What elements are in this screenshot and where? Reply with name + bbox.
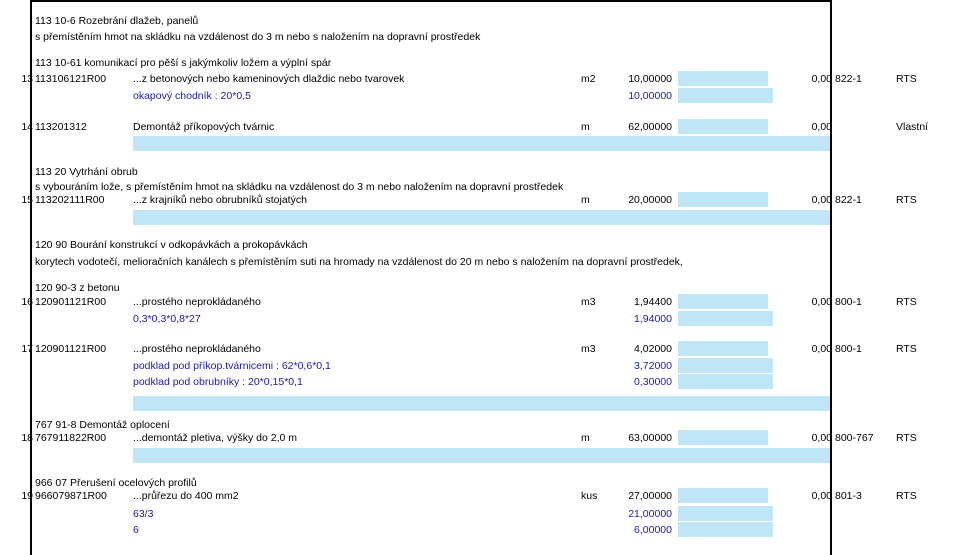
- item-quantity: 63,00000: [628, 432, 672, 444]
- measurement-row: [0, 358, 959, 375]
- section-description: s přemístěním hmot na skládku na vzdálenost do 3 m nebo s naložením na dopravní prostředek: [35, 31, 481, 43]
- section-row: [0, 55, 959, 72]
- item-catalog: 800-767: [835, 432, 874, 444]
- item-unit: m: [581, 194, 590, 206]
- measurement-quantity: 3,72000: [634, 360, 672, 372]
- item-source: RTS: [896, 296, 917, 308]
- item-unit: m: [581, 432, 590, 444]
- item-number: 15: [21, 194, 33, 206]
- item-description: ...prostého neprokládaného: [133, 296, 261, 308]
- item-number: 14: [21, 121, 33, 133]
- item-catalog: 800-1: [835, 296, 862, 308]
- item-unit: kus: [581, 490, 598, 502]
- item-description: ...demontáž pletiva, výšky do 2,0 m: [133, 432, 297, 444]
- item-price: 0,00: [811, 73, 832, 85]
- section-heading: 966 07 Přerušení ocelových profilů: [35, 477, 197, 489]
- measure-fill: [678, 358, 773, 373]
- item-code: 120901121R00: [35, 343, 107, 355]
- measurement-quantity: 0,30000: [634, 376, 672, 388]
- item-code: 120901121R00: [35, 296, 107, 308]
- section-row: [0, 254, 959, 271]
- measure-fill: [678, 311, 773, 326]
- item-price: 0,00: [811, 490, 832, 502]
- measurement-row: [0, 506, 959, 523]
- section-heading: 120 90 Bourání konstrukcí v odkopávkách a prokopávkách: [35, 239, 308, 251]
- measurement-row: [0, 374, 959, 391]
- measurement-quantity: 10,00000: [628, 90, 672, 102]
- item-unit: m3: [581, 296, 596, 308]
- item-quantity: 10,00000: [628, 73, 672, 85]
- measurement-row: [0, 311, 959, 328]
- item-code: 113106121R00: [35, 73, 107, 85]
- price-cell-fill: [678, 488, 768, 503]
- measurement-quantity: 1,94000: [634, 313, 672, 325]
- section-heading: 767 91-8 Demontáž oplocení: [35, 419, 170, 431]
- price-cell-fill: [678, 192, 768, 207]
- measurement-text: okapový chodník : 20*0,5: [133, 90, 251, 102]
- item-catalog: 800-1: [835, 343, 862, 355]
- item-number: 16: [21, 296, 33, 308]
- item-code: 966079871R00: [35, 490, 107, 502]
- item-price: 0,00: [811, 194, 832, 206]
- item-quantity: 4,02000: [634, 343, 672, 355]
- item-catalog: 822-1: [835, 73, 862, 85]
- table-row[interactable]: [0, 192, 959, 209]
- item-catalog: 822-1: [835, 194, 862, 206]
- item-source: RTS: [896, 73, 917, 85]
- section-description: s vybouráním lože, s přemístěním hmot na skládku na vzdálenost do 3 m nebo naložením na dopravní prostředek: [35, 181, 564, 193]
- table-row[interactable]: [0, 119, 959, 136]
- row-fill: [133, 136, 830, 151]
- item-unit: m3: [581, 343, 596, 355]
- item-quantity: 20,00000: [628, 194, 672, 206]
- section-row: [0, 13, 959, 30]
- fill-row: [0, 396, 959, 413]
- fill-row: [0, 210, 959, 227]
- measurement-text: 0,3*0,3*0,8*27: [133, 313, 201, 325]
- section-heading: 113 20 Vytrhání obrub: [35, 166, 138, 178]
- item-number: 13: [21, 73, 33, 85]
- item-description: Demontáž příkopových tvárnic: [133, 121, 275, 133]
- section-row: [0, 237, 959, 254]
- price-cell-fill: [678, 430, 768, 445]
- measurement-row: [0, 522, 959, 539]
- row-fill: [133, 448, 830, 463]
- item-source: RTS: [896, 490, 917, 502]
- price-cell-fill: [678, 294, 768, 309]
- item-number: 17: [21, 343, 33, 355]
- item-description: ...z betonových nebo kameninových dlaždic nebo tvarovek: [133, 73, 405, 85]
- section-heading: 120 90-3 z betonu: [35, 282, 120, 294]
- measurement-row: [0, 88, 959, 105]
- price-cell-fill: [678, 341, 768, 356]
- table-row[interactable]: [0, 294, 959, 311]
- table-row[interactable]: [0, 488, 959, 505]
- top-border: [30, 0, 832, 2]
- item-price: 0,00: [811, 432, 832, 444]
- item-price: 0,00: [811, 121, 832, 133]
- measure-fill: [678, 374, 773, 389]
- item-description: ...prostého neprokládaného: [133, 343, 261, 355]
- measurement-text: 6: [133, 524, 139, 536]
- fill-row: [0, 136, 959, 153]
- section-description: korytech vodotečí, melioračních kanálech s přemístěním suti na hromady na vzdálenost do 20 m nebo s naložením na dopravní prostředek,: [35, 256, 683, 268]
- item-price: 0,00: [811, 343, 832, 355]
- item-quantity: 62,00000: [628, 121, 672, 133]
- item-unit: m: [581, 121, 590, 133]
- row-fill: [133, 210, 830, 225]
- item-description: ...průřezu do 400 mm2: [133, 490, 239, 502]
- price-cell-fill: [678, 71, 768, 86]
- item-quantity: 1,94400: [634, 296, 672, 308]
- table-row[interactable]: [0, 430, 959, 447]
- item-source: RTS: [896, 343, 917, 355]
- measure-fill: [678, 88, 773, 103]
- row-fill: [133, 396, 830, 411]
- item-unit: m2: [581, 73, 596, 85]
- item-source: Vlastní: [896, 121, 929, 133]
- measurement-quantity: 21,00000: [628, 508, 672, 520]
- table-row[interactable]: [0, 341, 959, 358]
- measurement-text: 63/3: [133, 508, 154, 520]
- item-number: 19: [21, 490, 33, 502]
- item-code: 113202111R00: [35, 194, 105, 206]
- item-number: 18: [21, 432, 33, 444]
- item-code: 767911822R00: [35, 432, 107, 444]
- item-price: 0,00: [811, 296, 832, 308]
- measurement-text: podklad pod obrubníky : 20*0,15*0,1: [133, 376, 303, 388]
- measurement-quantity: 6,00000: [634, 524, 672, 536]
- table-row[interactable]: [0, 71, 959, 88]
- item-code: 113201312: [35, 121, 87, 133]
- measure-fill: [678, 506, 773, 521]
- item-catalog: 801-3: [835, 490, 862, 502]
- price-cell-fill: [678, 119, 768, 134]
- item-source: RTS: [896, 432, 917, 444]
- section-row: [0, 29, 959, 46]
- measurement-text: podklad pod příkop.tvárnicemi : 62*0,6*0,1: [133, 360, 331, 372]
- section-heading: 113 10-61 komunikací pro pěší s jakýmkoliv ložem a výplní spár: [35, 57, 332, 69]
- fill-row: [0, 448, 959, 465]
- section-heading: 113 10-6 Rozebrání dlažeb, panelů: [35, 15, 199, 27]
- item-source: RTS: [896, 194, 917, 206]
- item-description: ...z krajníků nebo obrubníků stojatých: [133, 194, 307, 206]
- measure-fill: [678, 522, 773, 537]
- item-quantity: 27,00000: [628, 490, 672, 502]
